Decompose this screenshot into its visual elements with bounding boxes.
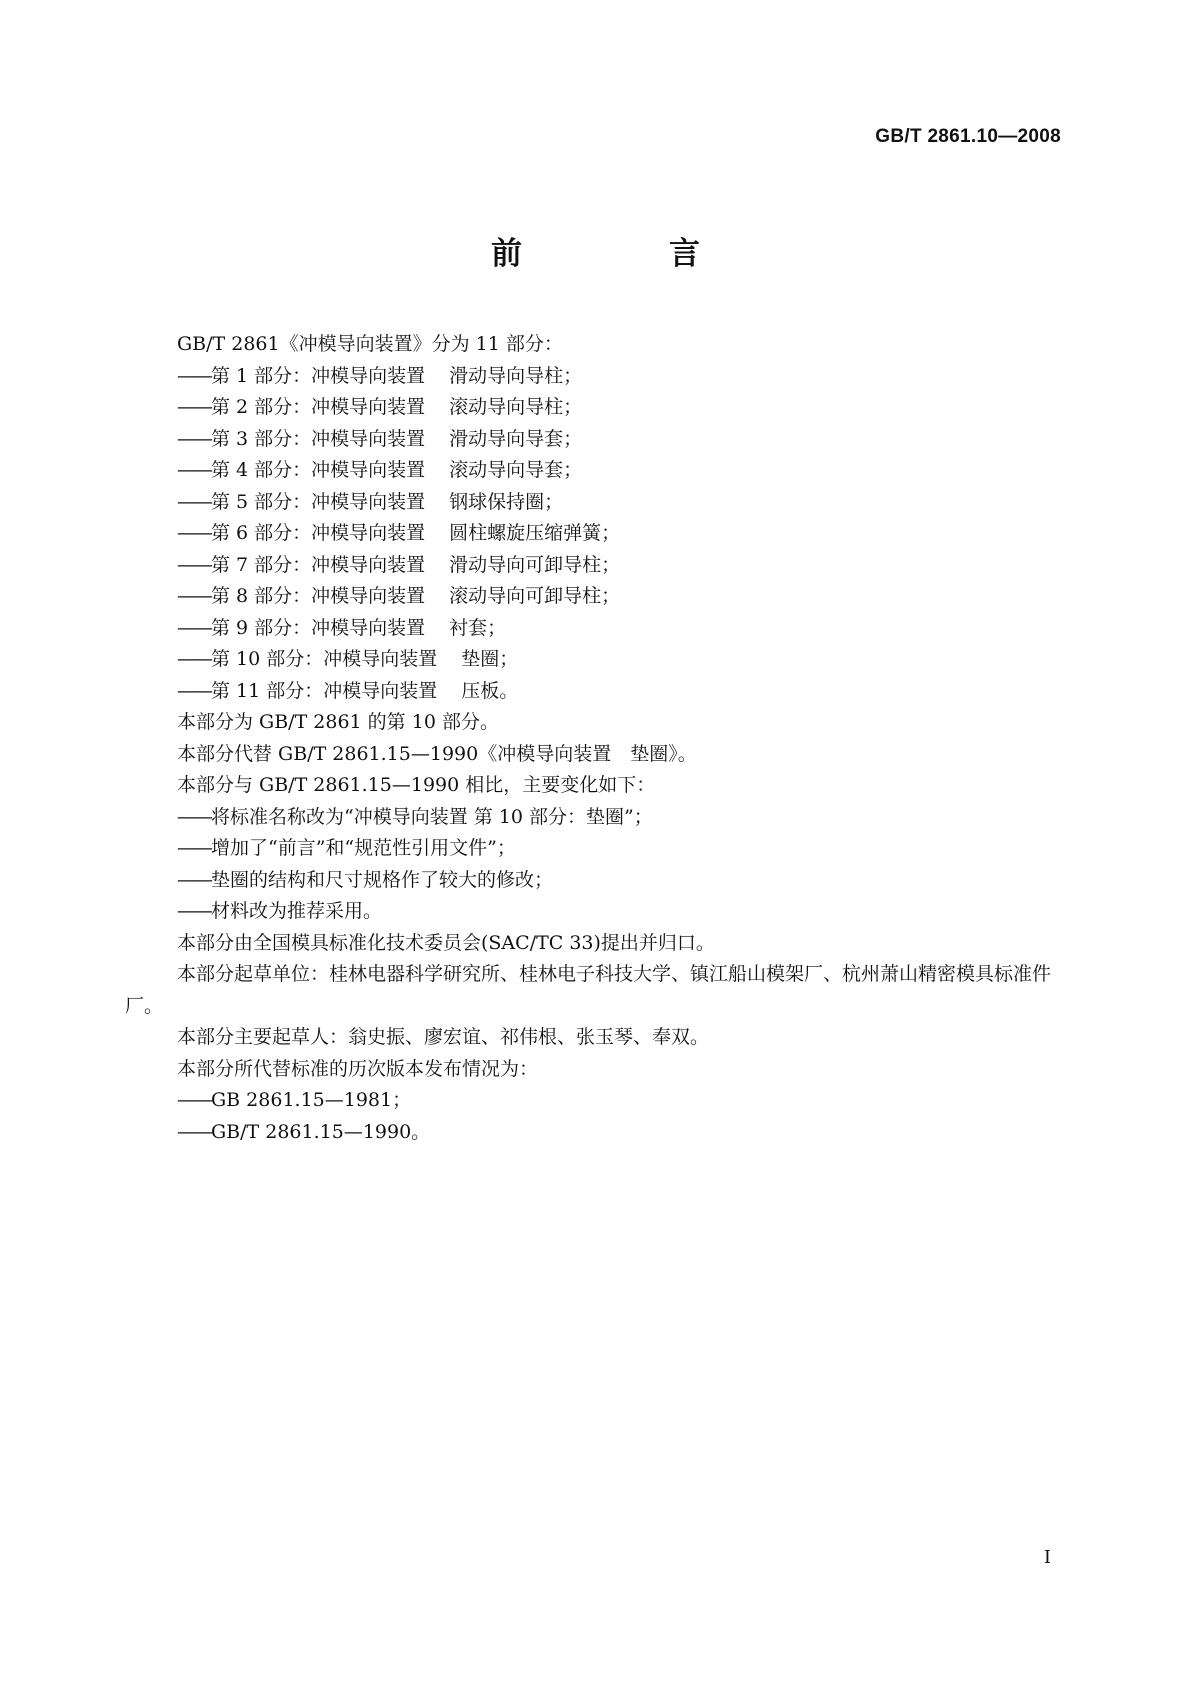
list-item: ——第 11 部分：冲模导向装置 压板。 xyxy=(177,679,519,702)
document-body xyxy=(125,329,1068,1148)
list-item: ——第 4 部分：冲模导向装置 滚动导向导套； xyxy=(177,459,583,481)
list-item: ——第 5 部分：冲模导向装置 钢球保持圈； xyxy=(177,490,564,513)
page-title: 前 言 xyxy=(491,236,758,272)
part-of-paragraph: 本部分为 GB/T 2861 的第 10 部分。 xyxy=(177,711,499,733)
list-item: ——第 7 部分：冲模导向装置 滑动导向可卸导柱； xyxy=(177,553,621,576)
list-item: ——第 1 部分：冲模导向装置 滑动导向导柱； xyxy=(177,364,583,387)
history-list xyxy=(125,1085,1068,1148)
changes-list xyxy=(125,802,1068,928)
list-item: ——GB/T 2861.15—1990。 xyxy=(177,1120,431,1143)
list-item: ——GB 2861.15—1981； xyxy=(177,1089,412,1111)
list-item: ——第 3 部分：冲模导向装置 滑动导向导套； xyxy=(177,427,583,450)
standard-code: GB/T 2861.10—2008 xyxy=(875,126,1061,147)
replaces-paragraph: 本部分代替 GB/T 2861.15—1990《冲模导向装置 垫圈》。 xyxy=(177,742,697,765)
changes-intro-paragraph: 本部分与 GB/T 2861.15—1990 相比，主要变化如下： xyxy=(177,774,656,796)
list-item: ——第 6 部分：冲模导向装置 圆柱螺旋压缩弹簧； xyxy=(177,522,621,544)
drafting-units-paragraph: 本部分起草单位：桂林电器科学研究所、桂林电子科技大学、镇江船山模架厂、杭州萧山精密模具标准件厂。 xyxy=(125,963,1052,1017)
list-item: ——第 8 部分：冲模导向装置 滚动导向可卸导柱； xyxy=(177,585,621,607)
list-item: ——将标准名称改为“冲模导向装置 第 10 部分：垫圈”； xyxy=(177,805,653,828)
list-item: ——第 10 部分：冲模导向装置 垫圈； xyxy=(177,648,519,670)
list-item: ——垫圈的结构和尺寸规格作了较大的修改； xyxy=(177,868,554,891)
history-intro-paragraph: 本部分所代替标准的历次版本发布情况为： xyxy=(177,1057,539,1080)
parts-list xyxy=(125,361,1068,708)
list-item: ——增加了“前言”和“规范性引用文件”； xyxy=(177,837,516,859)
list-item: ——材料改为推荐采用。 xyxy=(177,900,383,922)
drafters-paragraph: 本部分主要起草人：翁史振、廖宏谊、祁伟根、张玉琴、奉双。 xyxy=(177,1026,710,1048)
intro-paragraph: GB/T 2861《冲模导向装置》分为 11 部分： xyxy=(177,333,563,355)
list-item: ——第 2 部分：冲模导向装置 滚动导向导柱； xyxy=(177,396,583,418)
proposed-by-paragraph: 本部分由全国模具标准化技术委员会(SAC/TC 33)提出并归口。 xyxy=(177,931,715,954)
page-number: I xyxy=(1043,1547,1051,1568)
list-item: ——第 9 部分：冲模导向装置 衬套； xyxy=(177,616,507,639)
